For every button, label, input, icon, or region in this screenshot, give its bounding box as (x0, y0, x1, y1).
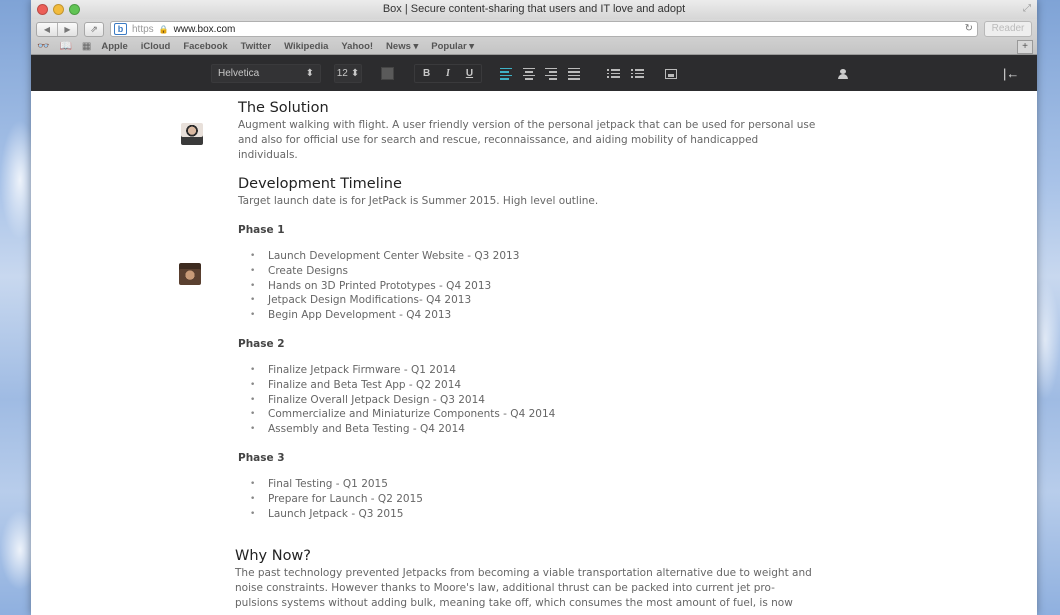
list-item: • Finalize and Beta Test App - Q2 2014 (250, 378, 818, 393)
bookmark-popular-menu[interactable]: Popular ▾ (431, 41, 475, 52)
list-item: • Launch Development Center Website - Q3 2013 (250, 249, 818, 264)
bookmark-icloud[interactable]: iCloud (140, 41, 171, 52)
title-bar (31, 0, 1037, 19)
list-item: • Hands on 3D Printed Prototypes - Q4 2013 (250, 279, 818, 294)
align-justify-icon[interactable] (568, 68, 580, 80)
bookmark-yahoo[interactable]: Yahoo! (341, 41, 374, 52)
lock-icon: 🔒 (158, 24, 169, 34)
text-format-group (414, 64, 482, 83)
font-size-value: 12 (336, 68, 348, 79)
phase-2-list (238, 363, 818, 437)
address-bar[interactable] (110, 21, 978, 37)
collaborator-avatar[interactable] (179, 263, 201, 285)
top-sites-grid-icon[interactable]: ▦ (81, 41, 92, 52)
document-content (235, 99, 818, 611)
bookmark-news-menu[interactable]: News ▾ (386, 41, 419, 52)
collapse-panel-button[interactable]: |← (1003, 66, 1020, 81)
bookmark-twitter[interactable]: Twitter (240, 41, 272, 52)
list-item: • Assembly and Beta Testing - Q4 2014 (250, 422, 818, 437)
fullscreen-icon[interactable]: ⤢ (1023, 3, 1031, 14)
list-item: • Final Testing - Q1 2015 (250, 477, 818, 492)
collaborator-avatar[interactable] (181, 123, 203, 145)
list-group (601, 64, 649, 83)
phase-2-label: Phase 2 (238, 337, 285, 350)
browser-window (31, 0, 1037, 615)
list-item: • Create Designs (250, 264, 818, 279)
window-title: Box | Secure content-sharing that users and IT love and adopt (382, 3, 686, 15)
section-heading-solution: The Solution (238, 100, 329, 116)
font-family-select[interactable] (211, 64, 321, 83)
bookmark-wikipedia[interactable]: Wikipedia (284, 41, 329, 52)
bulleted-list-icon[interactable] (607, 69, 620, 78)
bookmark-apple[interactable]: Apple (101, 41, 128, 52)
forward-button[interactable]: ▶ (57, 23, 77, 36)
list-item: • Jetpack Design Modifications- Q4 2013 (250, 293, 818, 308)
phase-3-label: Phase 3 (238, 451, 285, 464)
collaborators-button[interactable] (837, 64, 851, 83)
phase-3-list (238, 477, 818, 521)
bookmark-facebook[interactable]: Facebook (183, 41, 228, 52)
phase-1-label: Phase 1 (238, 224, 285, 236)
underline-button[interactable]: U (465, 68, 474, 79)
list-item: • Launch Jetpack - Q3 2015 (250, 507, 818, 522)
text-color-swatch[interactable] (381, 67, 394, 80)
list-item: • Finalize Overall Jetpack Design - Q3 2014 (250, 393, 818, 408)
document-body[interactable] (31, 91, 1037, 615)
italic-button[interactable]: I (446, 68, 450, 79)
list-item: • Commercialize and Miniaturize Components - Q4 2014 (250, 407, 818, 422)
bold-button[interactable]: B (422, 68, 431, 79)
stepper-icon: ⬍ (305, 68, 314, 79)
box-favicon-icon: b (114, 23, 127, 35)
reload-icon[interactable]: ↻ (964, 23, 973, 34)
numbered-list-icon[interactable] (631, 69, 644, 78)
reading-list-icon[interactable]: 👓 (37, 41, 50, 52)
timeline-paragraph: Target launch date is for JetPack is Summer 2015. High level outline. (238, 195, 599, 207)
bookmarks-book-icon[interactable]: 📖 (59, 41, 72, 52)
person-icon (837, 69, 849, 79)
url-toolbar (31, 19, 1037, 39)
url-scheme: https (132, 23, 154, 35)
share-button[interactable]: ⇗ (84, 22, 104, 37)
font-family-value: Helvetica (218, 68, 260, 79)
why-now-paragraph: The past technology prevented Jetpacks from becoming a viable transportation alternative due to weight and noise constraints. However thanks to Moore's law, additional thrust can be packed into current jet pro-pulsions systems without adding bulk, meaning take off, which consumes the most amount of fuel, is now (235, 567, 812, 610)
alignment-group (495, 64, 585, 83)
align-center-icon[interactable] (523, 68, 535, 80)
reader-button[interactable]: Reader (984, 21, 1032, 37)
editor-toolbar (31, 55, 1037, 91)
stepper-icon: ⬍ (350, 68, 360, 79)
phase-1-list (238, 249, 818, 323)
new-tab-button[interactable]: + (1017, 40, 1033, 54)
section-heading-timeline: Development Timeline (238, 176, 402, 192)
back-button[interactable]: ◀ (43, 24, 51, 34)
insert-image-button[interactable] (665, 64, 679, 83)
align-left-icon[interactable] (500, 68, 512, 80)
bookmarks-bar (31, 39, 1037, 55)
list-item: • Prepare for Launch - Q2 2015 (250, 492, 818, 507)
image-icon (665, 69, 677, 79)
font-size-select[interactable] (334, 64, 362, 83)
list-item: • Begin App Development - Q4 2013 (250, 308, 818, 323)
url-text: www.box.com (173, 23, 236, 35)
align-right-icon[interactable] (545, 68, 557, 80)
history-nav (36, 22, 78, 37)
list-item: • Finalize Jetpack Firmware - Q1 2014 (250, 363, 818, 378)
solution-paragraph: Augment walking with flight. A user friendly version of the personal jetpack that can be used for personal use and also for official use for search and rescue, reconnaissance, and aiding mobility of handicapped individuals. (238, 119, 816, 161)
section-heading-why-now: Why Now? (235, 548, 311, 565)
